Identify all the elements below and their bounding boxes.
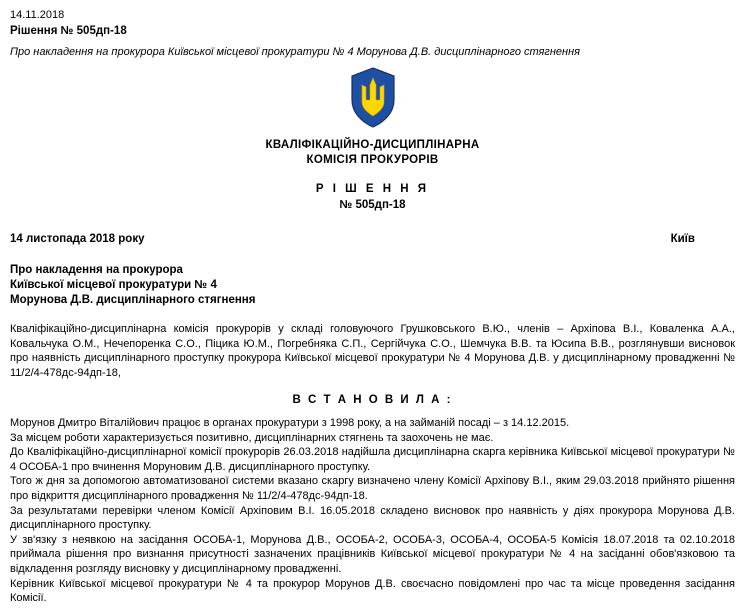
body-paragraph: За місцем роботи характеризується позитивно, дисциплінарних стягнень та заохочень не має. bbox=[10, 431, 494, 444]
decision-word: Р І Ш Е Н Н Я bbox=[315, 183, 430, 195]
document-subtitle: Про накладення на прокурора Київської місцевої прокуратури № 4 Морунова Д.В. дисциплінарного стягнення bbox=[10, 46, 581, 58]
decision-heading bbox=[10, 182, 735, 213]
body-paragraph: Морунов Дмитро Віталійович працює в органах прокуратури з 1998 року, а на займаній посаді – з 14.12.2015. bbox=[10, 417, 570, 429]
organization-heading bbox=[10, 138, 735, 168]
document-date: 14.11.2018 bbox=[10, 9, 65, 21]
established-heading: В С Т А Н О В И Л А : bbox=[292, 394, 453, 406]
decision-city: Київ bbox=[670, 233, 695, 245]
decision-number: № 505дп-18 bbox=[339, 199, 406, 211]
decision-date: 14 листопада 2018 року bbox=[10, 233, 145, 245]
body-paragraph: Керівник Київської місцевої прокуратури № 4 та прокурор Морунов Д.В. своєчасно повідомлені про час та місце проведення засідання Комісії. bbox=[10, 577, 735, 605]
body-paragraph: За результатами перевірки членом Комісії Архіповим В.І. 16.05.2018 складено висновок про наявність у діях прокурора Морунова Д.В. дисциплінарного проступку. bbox=[10, 504, 735, 532]
organization-line-2: КОМІСІЯ ПРОКУРОРІВ bbox=[306, 154, 439, 166]
subject-line-1: Про накладення на прокурора bbox=[10, 264, 183, 276]
subject-line-2: Київської місцевої прокуратури № 4 bbox=[10, 279, 217, 291]
body-paragraph: До Кваліфікаційно-дисциплінарної комісії прокурорів 26.03.2018 надійшла дисциплінарна скарга керівника Київської місцевої прокуратури № 4 ОСОБА-1 про вчинення Моруновим Д.В. дисциплінарного проступку. bbox=[10, 446, 735, 473]
body-paragraph: У зв'язку з неявкою на засідання ОСОБА-1, Морунова Д.В., ОСОБА-2, ОСОБА-3, ОСОБА-4, ОСОБА-5 Комісія 18.07.2018 та 02.10.2018 приймала рішення про визнання присутності зазначених працівників Київської місцевої прокуратури № 4 на засіданні обов'язковою та відкладення розгляду висновку у дисциплінарному провадженні. bbox=[10, 533, 735, 575]
intro-paragraph: Кваліфікаційно-дисциплінарна комісія прокурорів у складі головуючого Грушковського В.Ю., членів – Архіпова В.І., Коваленка А.А., Ковальчука О.М., Нечепоренка С.О., Піцика Ю.М., Погребняка С.П., Сергійчука С.О., Шемчука В.В. та Юсипа В.В., розглянувши висновок про наявність дисциплінарного проступку прокурора Київської місцевої прокуратури № 4 Морунова Д.В. у дисциплінарному провадженні № 11/2/4-478дс-94дп-18, bbox=[10, 323, 735, 379]
organization-line-1: КВАЛІФІКАЦІЙНО-ДИСЦИПЛІНАРНА bbox=[265, 139, 480, 151]
subject-block bbox=[10, 263, 735, 308]
ukraine-trident-emblem-icon bbox=[349, 67, 397, 129]
date-city-row bbox=[10, 233, 735, 245]
page-title: Рішення № 505дп-18 bbox=[10, 25, 127, 37]
subject-line-3: Морунова Д.В. дисциплінарного стягнення bbox=[10, 294, 256, 306]
body-paragraph: Того ж дня за допомогою автоматизованої системи вказано скаргу визначено члену Комісії Архіпову В.І., яким 29.03.2018 прийнято рішення про відкриття дисциплінарного провадження № 11/2/4-478дс-94дп-18. bbox=[10, 475, 735, 502]
emblem-container bbox=[10, 67, 735, 132]
